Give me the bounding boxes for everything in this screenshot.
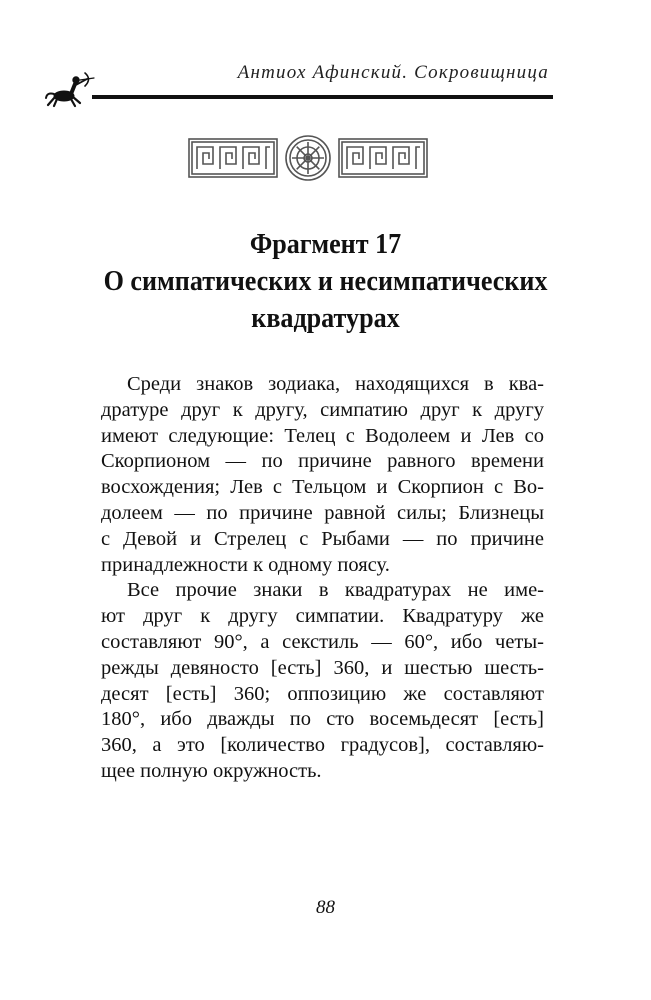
centaur-archer-icon	[44, 70, 96, 108]
title-line-2: О симпатических и несимпатических	[103, 265, 548, 297]
greek-key-icon	[339, 139, 427, 177]
p1-line-4: Скорпионом — по причине равного времени	[101, 450, 544, 473]
rosette-icon	[286, 136, 330, 180]
p2-line-2: ют друг к другу симпатии. Квадратуру же	[101, 605, 544, 628]
running-title: Антиох Афинский. Сокровищница	[237, 62, 549, 83]
body-text	[101, 372, 544, 785]
p2-line-4: режды девяносто [есть] 360, и шестью шесть-	[101, 656, 544, 679]
p1-line-7: с Девой и Стрелец с Рыбами — по причине	[101, 527, 544, 550]
page-number: 88	[316, 897, 335, 918]
chapter-title	[87, 226, 565, 337]
p1-line-5: восхождения; Лев с Тельцом и Скорпион с Во-	[101, 476, 544, 499]
header-rule	[92, 95, 553, 99]
title-line-1: Фрагмент 17	[249, 228, 402, 260]
p2-line-6: 180°, ибо дважды по сто восемьдесят [есть]	[101, 708, 544, 731]
p1-line-1: Среди знаков зодиака, находящихся в ква-	[127, 373, 544, 395]
p2-line-3: составляют 90°, а секстиль — 60°, ибо четы-	[101, 630, 544, 653]
greek-key-icon	[189, 139, 277, 177]
p1-line-3: имеют следующие: Телец с Водолеем и Лев со	[101, 424, 544, 447]
p2-line-8: щее полную окружность.	[101, 759, 322, 782]
p2-line-7: 360, а это [количество градусов], составляю-	[101, 734, 544, 757]
p2-line-1: Все прочие знаки в квадратурах не име-	[127, 579, 544, 602]
title-line-3: квадратурах	[251, 302, 400, 334]
p2-line-5: десят [есть] 360; оппозицию же составляют	[101, 682, 544, 705]
p1-line-8: принадлежности к одному поясу.	[101, 553, 390, 576]
p1-line-6: долеем — по причине равной силы; Близнецы	[101, 501, 544, 524]
ornament-band	[188, 133, 428, 183]
p1-line-2: дратуре друг к другу, симпатию друг к другу	[101, 398, 544, 421]
